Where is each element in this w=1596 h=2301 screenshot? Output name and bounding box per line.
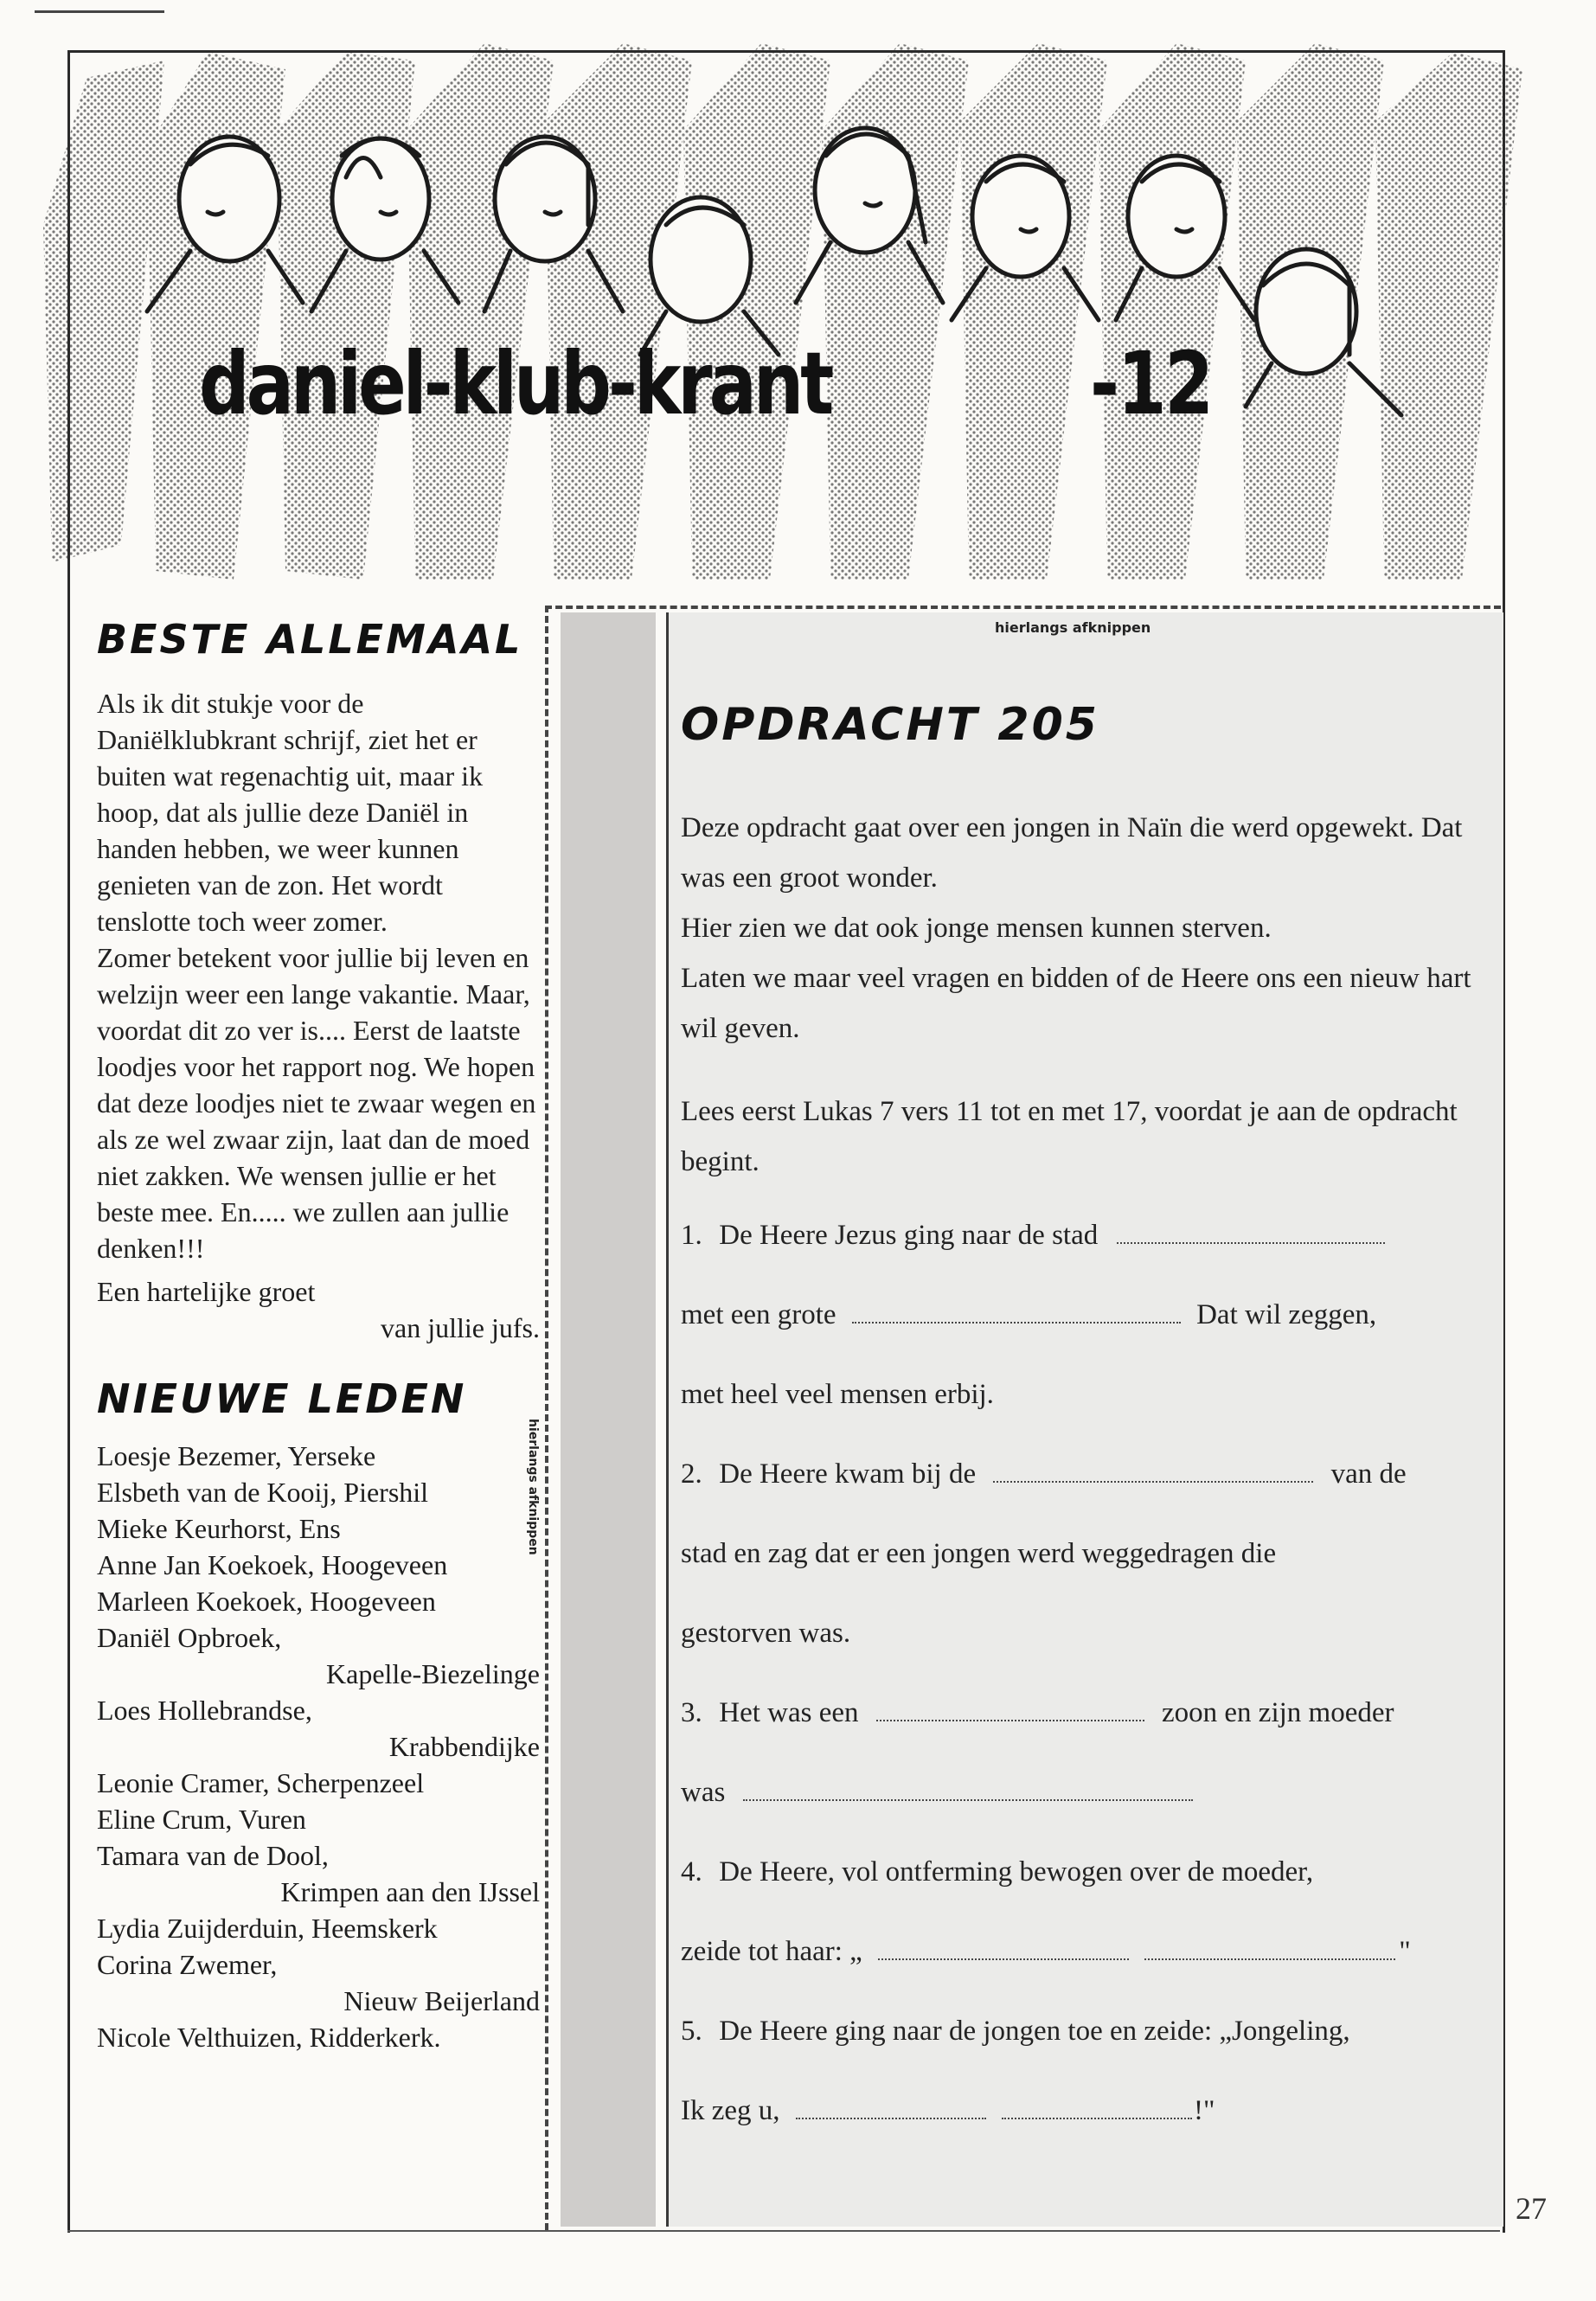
question-text: De Heere kwam bij de: [719, 1458, 977, 1490]
member-entry: [97, 2019, 540, 2055]
question-text: was: [681, 1777, 726, 1808]
question-text: De Heere ging naar de jongen toe en zeide: „Jongeling,: [719, 2016, 1350, 2047]
answer-blank[interactable]: [1002, 2095, 1192, 2119]
question-2-cont: stad en zag dat er een jongen werd weggedragen die: [681, 1538, 1277, 1569]
question-5: [681, 1991, 1477, 2071]
question-4: [681, 1832, 1477, 1912]
question-number: 5.: [681, 2016, 702, 2047]
answer-blank[interactable]: [796, 2095, 986, 2119]
member-name: Elsbeth van de Kooij, Piershil: [97, 1477, 429, 1508]
question-2-cont-2: gestorven was.: [681, 1618, 851, 1649]
question-text: ": [1399, 1936, 1411, 1967]
newsletter-title: daniel-klub-krant: [199, 333, 831, 434]
member-entry: [97, 1438, 540, 1474]
question-text: zoon en zijn moeder: [1162, 1697, 1394, 1728]
assignment-heading: OPDRACHT 205: [681, 699, 1099, 751]
member-name: Nicole Velthuizen, Ridderkerk.: [97, 2022, 441, 2053]
cut-line-side: [545, 606, 548, 2230]
member-name: Loesje Bezemer, Yerseke: [97, 1440, 376, 1471]
answer-blank[interactable]: [878, 1936, 1129, 1960]
member-name: Leonie Cramer, Scherpenzeel: [97, 1767, 425, 1798]
member-entry: [97, 1801, 540, 1837]
assignment-intro-3: Laten we maar veel vragen en bidden of de Heere ons een nieuw hart wil geven.: [681, 963, 1471, 1044]
question-number: 3.: [681, 1697, 702, 1728]
member-name: Eline Crum, Vuren: [97, 1804, 306, 1835]
question-3: [681, 1673, 1477, 1753]
cut-label-side: hierlangs afknippen: [526, 1419, 540, 1555]
assignment-instruction: Lees eerst Lukas 7 vers 11 tot en met 17, voordat je aan de opdracht begint.: [681, 1096, 1458, 1177]
question-number: 2.: [681, 1458, 702, 1490]
answer-blank[interactable]: [1117, 1220, 1385, 1244]
answer-blank[interactable]: [1144, 1936, 1395, 1960]
member-name: Marleen Koekoek, Hoogeveen: [97, 1586, 436, 1617]
question-text: van de: [1330, 1458, 1407, 1490]
member-name: Anne Jan Koekoek, Hoogeveen: [97, 1549, 448, 1580]
intro-heading: BESTE ALLEMAAL: [97, 616, 523, 663]
question-3-cont: [681, 1753, 1477, 1832]
question-2: [681, 1434, 1477, 1514]
question-text: De Heere, vol ontferming bewogen over de moeder,: [719, 1856, 1314, 1888]
left-column: [97, 616, 540, 2055]
member-name: Daniël Opbroek,: [97, 1622, 282, 1653]
assignment-content: [681, 699, 1477, 2150]
question-text: De Heere Jezus ging naar de stad: [719, 1220, 1099, 1251]
member-entry: [97, 1910, 540, 1946]
cut-label-top: hierlangs afknippen: [995, 619, 1151, 636]
issue-number: -12: [1090, 333, 1212, 434]
intro-greeting: Een hartelijke groet: [97, 1276, 316, 1307]
question-text: zeide tot haar: „: [681, 1936, 862, 1967]
members-list: [97, 1438, 540, 2055]
intro-paragraph-2: Zomer betekent voor jullie bij leven en welzijn weer een lange vakantie. Maar, voordat dit zo ver is.... Eerst de laatste loodjes voor het rapport nog. We hopen dat deze loodjes niet te zwaar wegen en als ze wel zwaar zijn, laat dan de moed niet zakken. We wensen jullie er het beste mee. En..... we zullen aan jullie denken!!!: [97, 942, 536, 1264]
question-text: Het was een: [719, 1697, 859, 1728]
member-entry: [97, 1946, 540, 2019]
question-text: met een grote: [681, 1299, 836, 1330]
member-place: Nieuw Beijerland: [343, 1985, 540, 2016]
member-entry: [97, 1837, 540, 1910]
answer-blank[interactable]: [743, 1777, 1193, 1801]
question-number: 4.: [681, 1856, 702, 1888]
answer-blank[interactable]: [876, 1697, 1144, 1721]
answer-blank[interactable]: [852, 1299, 1181, 1324]
member-entry: [97, 1547, 540, 1583]
question-1-cont: [681, 1275, 1477, 1355]
assignment-intro-2: Hier zien we dat ook jonge mensen kunnen sterven.: [681, 913, 1272, 944]
member-entry: [97, 1510, 540, 1547]
question-4-cont: [681, 1912, 1477, 1991]
member-entry: [97, 1583, 540, 1619]
top-rule: [35, 10, 164, 13]
member-entry: [97, 1619, 540, 1692]
member-name: Lydia Zuijderduin, Heemskerk: [97, 1913, 438, 1944]
member-entry: [97, 1692, 540, 1765]
member-name: Tamara van de Dool,: [97, 1840, 329, 1871]
cut-line-top: [545, 606, 1501, 609]
assignment-panel: [666, 612, 1503, 2227]
answer-blank[interactable]: [993, 1458, 1313, 1483]
question-text: Dat wil zeggen,: [1196, 1299, 1377, 1330]
intro-signature: van jullie jufs.: [381, 1312, 540, 1343]
member-name: Mieke Keurhorst, Ens: [97, 1513, 341, 1544]
member-name: Corina Zwemer,: [97, 1949, 278, 1980]
page-number: 27: [1516, 2191, 1547, 2226]
members-heading: NIEUWE LEDEN: [97, 1375, 467, 1422]
question-1: [681, 1195, 1477, 1275]
questions: [681, 1195, 1477, 2150]
assignment-intro-1: Deze opdracht gaat over een jongen in Naïn die werd opgewekt. Dat was een groot wonder.: [681, 812, 1463, 894]
member-entry: [97, 1474, 540, 1510]
member-name: Loes Hollebrandse,: [97, 1695, 312, 1726]
intro-paragraph-1: Als ik dit stukje voor de Daniëlklubkrant schrijf, ziet het er buiten wat regenachtig uit, maar ik hoop, dat als jullie deze Daniël in handen hebben, we weer kunnen genieten van de zon. Het wordt tenslotte toch weer zomer.: [97, 688, 484, 937]
question-text: Ik zeg u,: [681, 2095, 780, 2126]
new-members-section: [97, 1375, 540, 2055]
question-text: !": [1194, 2095, 1215, 2126]
member-place: Kapelle-Biezelinge: [326, 1658, 540, 1689]
cut-side-strip: [561, 612, 656, 2227]
member-place: Krimpen aan den IJssel: [280, 1876, 540, 1907]
question-1-cont-2: met heel veel mensen erbij.: [681, 1379, 994, 1410]
page-frame-bottom: [67, 2230, 1500, 2232]
question-5-cont: [681, 2071, 1477, 2150]
member-entry: [97, 1765, 540, 1801]
member-place: Krabbendijke: [388, 1731, 540, 1762]
question-number: 1.: [681, 1220, 702, 1251]
